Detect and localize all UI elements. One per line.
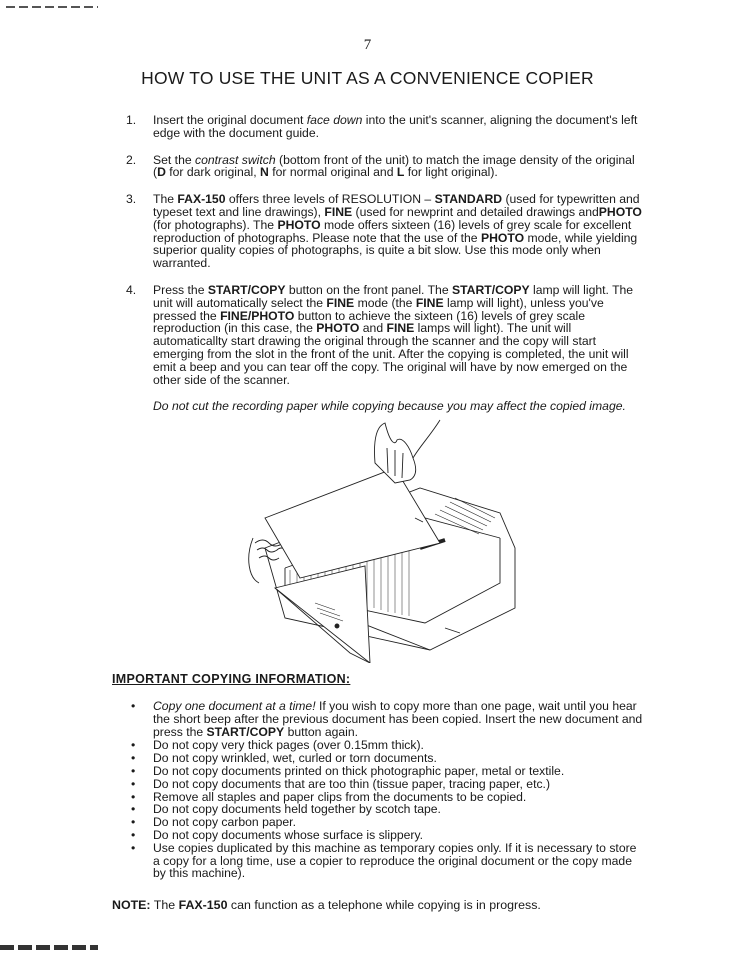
- list-item: • Do not copy wrinkled, wet, curled or torn documents.: [128, 752, 643, 765]
- step-2: [126, 154, 642, 180]
- list-item: • Do not copy documents held together by scotch tape.: [128, 803, 643, 816]
- page-title: HOW TO USE THE UNIT AS A CONVENIENCE COPIER: [141, 68, 594, 88]
- step-3: [126, 193, 642, 270]
- list-item: • Do not copy documents printed on thick photographic paper, metal or textile.: [128, 765, 643, 778]
- page-number: 7: [363, 37, 372, 53]
- step-number: 1.: [126, 113, 137, 127]
- scan-artifact-top: [6, 6, 98, 8]
- step-text: Press the START/COPY button on the front panel. The START/COPY lamp will light. The unit will automatically select the FINE mode (the FINE lamp will light), unless you've pressed the FINE/PHOTO button to achieve the sixteen (16) levels of grey scale reproduction (in this case, the PHOTO and FINE lamps will light). The unit will automaticallty start drawing the original through the scanner and the copy will start emerging from the slot in the front of the unit. After the copying is completed, the unit will emit a beep and you can tear off the copy. The original will have by now emerged on the other side of the scanner.: [153, 282, 634, 387]
- step-text: Insert the original document face down into the unit's scanner, aligning the document's left edge with the document guide.: [153, 113, 638, 140]
- step-number: 4.: [126, 282, 137, 297]
- list-item: • Do not copy very thick pages (over 0.15mm thick).: [128, 739, 643, 752]
- list-item: • Do not copy documents whose surface is slippery.: [128, 829, 643, 842]
- step-number: 3.: [126, 192, 137, 207]
- step-text: The FAX-150 offers three levels of RESOLUTION – STANDARD (used for typewritten and typeset text and line drawings), FINE (used for newprint and detailed drawings andPHOTO (for photographs). The PHOTO mode offers sixteen (16) levels of grey scale for excellent reproduction of photographs. Please note that the use of the PHOTO mode, while yielding superior quality copies of photographs, is quite a bit slow. Use this mode only when warranted.: [153, 192, 642, 271]
- list-item: • Copy one document at a time! If you wish to copy more than one page, wait until you hear the short beep after the previous document has been copied. Insert the new document and press the START/COPY button again.: [128, 700, 643, 738]
- step-1: [126, 114, 642, 140]
- note-text: The FAX-150 can function as a telephone while copying is in progress.: [150, 898, 541, 912]
- list-item: • Use copies duplicated by this machine as temporary copies only. If it is necessary to store a copy for a long time, use a copier to reproduce the original document or the copy made by this machine).: [128, 842, 643, 880]
- step-text: Set the contrast switch (bottom front of the unit) to match the image density of the original (D for dark original, N for normal original and L for light original).: [153, 152, 635, 180]
- copy-warning: Do not cut the recording paper while copying because you may affect the copied image.: [153, 399, 626, 414]
- instruction-steps: [126, 114, 642, 413]
- list-item: • Do not copy documents that are too thin (tissue paper, tracing paper, etc.): [128, 778, 643, 791]
- step-number: 2.: [126, 152, 137, 167]
- important-list: [128, 700, 643, 880]
- step-4: [126, 284, 642, 386]
- fax-copier-illustration: [245, 418, 535, 663]
- important-heading: IMPORTANT COPYING INFORMATION:: [112, 672, 351, 686]
- note: [112, 898, 672, 912]
- list-item: • Do not copy carbon paper.: [128, 816, 643, 829]
- note-label: NOTE:: [112, 898, 151, 912]
- scan-artifact-bottom: [0, 945, 98, 950]
- list-item: • Remove all staples and paper clips from the documents to be copied.: [128, 791, 643, 804]
